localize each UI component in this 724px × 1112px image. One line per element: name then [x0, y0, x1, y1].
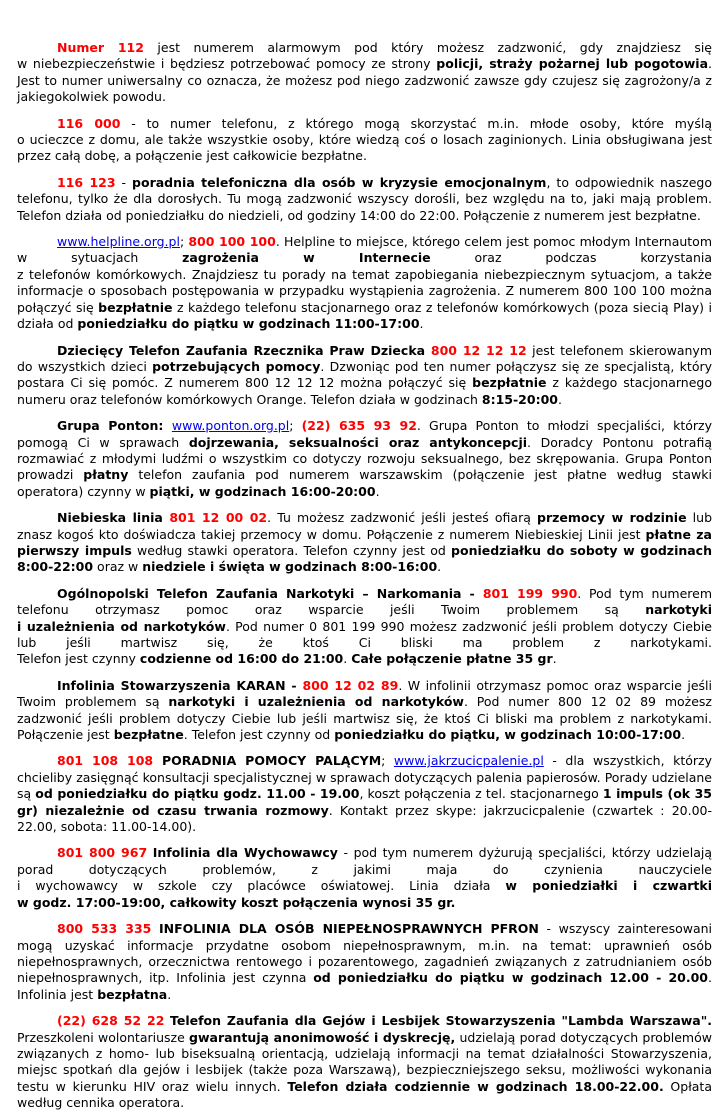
text-run: .	[167, 986, 172, 1002]
text-run: i wychowawcy w szkole czy placówce oświatowej. Linia działa	[17, 878, 506, 894]
hyperlink[interactable]: www.helpline.org.pl	[57, 234, 180, 250]
text-run: . Kontakt przez skype: jakrzucicpalenie (czwartek : 20.00-22.00, sobota: 11.00-14.00).	[17, 802, 712, 835]
text-run: .	[552, 651, 557, 667]
text-run: z telefonów komórkowych. Znajdziesz tu porady na temat zapobiegania niebezpiecznym sytuacjom, a także informacje o sposobach postępowania w przypadku wystąpienia zagrożenia. Z numerem 800 100 100 można połączyć się	[17, 266, 712, 315]
paragraph	[17, 510, 712, 576]
phone-number: 801 199 990	[482, 585, 578, 601]
text-run: według stawki operatora. Telefon czynny jest od	[131, 542, 452, 558]
text-run: Przeszkoleni wolontariusze	[17, 1029, 190, 1045]
hyperlink[interactable]: www.jakrzucicpalenie.pl	[393, 753, 544, 769]
text-run: -	[115, 174, 133, 190]
text-run: .	[681, 727, 686, 743]
text-run: poniedziałku do soboty w godzinach 8:00-22:00	[17, 542, 712, 575]
paragraph-segment	[17, 510, 712, 576]
phone-number: 800 12 02 89	[302, 677, 399, 693]
paragraph	[17, 175, 712, 224]
text-run: narkotyki	[645, 602, 712, 618]
paragraph-segment	[17, 40, 712, 56]
paragraph-segment	[17, 895, 712, 911]
text-run: - wszyscy zainteresowani mogą uzyskać informacje przydatne osobom niepełnosprawnym, m.in. na temat: uprawnień osób niepełnosprawnych, orzecznictwa rentowego i pozarentowego, zagadnień związanych z zatrudnianiem osób niepełnosprawnych, itp. Infolinia jest czynna	[17, 921, 713, 986]
text-run: Całe połączenie płatne 35 gr	[351, 651, 553, 667]
text-run: Infolinia dla Wychowawcy	[152, 845, 338, 861]
paragraph-segment	[17, 132, 712, 165]
paragraph	[17, 921, 712, 1003]
paragraph-segment	[17, 1013, 712, 1111]
text-run: telefon zaufania pod numerem warszawskim (połączenie jest płatne według stawki operatora) czynny w	[17, 467, 712, 499]
paragraph	[17, 753, 712, 835]
text-run: w poniedziałki i czwartki	[505, 878, 712, 894]
text-run: Telefon jest czynny	[17, 651, 140, 667]
text-run: Telefon Zaufania dla Gejów i Lesbijek Stowarzyszenia "Lambda Warszawa".	[169, 1013, 712, 1029]
text-run: narkotyki i uzależnienia od narkotyków	[168, 694, 464, 710]
text-run: . Telefon jest czynny od	[183, 727, 335, 743]
phone-number: 116 123	[57, 174, 116, 190]
text-run: Infolinia Stowarzyszenia KARAN -	[57, 677, 303, 693]
paragraph	[17, 40, 712, 106]
paragraph-segment	[17, 651, 712, 667]
text-run: policji, straży pożarnej lub pogotowia	[436, 56, 709, 72]
text-run: od poniedziałku do piątku godz. 11.00 - 19.00	[35, 786, 360, 802]
text-run: . Pod numer 800 12 02 89 możesz zadzwonić jeśli problem dotyczy Ciebie lub jeśli martwisz się, że ktoś Ci bliski ma problem z narkotykami. Połączenie jest	[17, 694, 712, 743]
text-run: . Jest to numer uniwersalny co oznacza, że możesz pod niego zadzwonić zawsze gdy czujesz się zagrożony/a z jakiegokolwiek powodu.	[17, 56, 712, 105]
text-run: . Helpline to miejsce, którego celem jest pomoc młodym Internautom w sytuacjach	[17, 234, 713, 266]
text-run: dojrzewania, seksualności oraz antykoncepcji	[188, 434, 528, 450]
text-run: udzielają porad dotyczących problemów związanych z homo- lub biseksualną orientacją, udzielają informacji na temat działalności Stowarzyszenia, miejsc spotkań dla gejów i lesbijek (także poza Warszawą), bezpieczniejszego seksu, możliwości wykonania testu w kierunku HIV oraz wielu innych.	[17, 1029, 712, 1094]
paragraph-segment	[17, 418, 712, 500]
text-run: jest numerem alarmowym pod który możesz zadzwonić, gdy znajdziesz się	[143, 40, 712, 55]
text-run: .	[343, 651, 352, 667]
phone-number: 801 108 108	[57, 753, 154, 769]
text-run	[151, 921, 159, 936]
paragraph	[17, 116, 712, 165]
paragraph	[17, 234, 712, 332]
text-run: Niebieska linia	[57, 510, 170, 526]
text-run: . Grupa Ponton to młodzi specjaliści, którzy pomogą Ci w sprawach	[17, 418, 712, 450]
text-run: gwarantują anonimowość i dyskrecję,	[189, 1029, 456, 1045]
phone-number: Numer 112	[57, 40, 144, 55]
paragraph-segment	[17, 878, 712, 894]
text-run: , to odpowiednik naszego telefonu, tylko że dla dorosłych. Tu mogą zadzwonić wszyscy dorośli, bez względu na to, jaki mają problem. Telefon działa od poniedziałku do niedzieli, od godziny 14:00 do 22:00. Połączenie z numerem jest bezpłatne.	[17, 174, 712, 223]
text-run: poniedziałku do piątku, w godzinach 10:00-17:00	[334, 727, 682, 743]
text-run: .	[375, 483, 380, 499]
phone-number: 801 12 00 02	[169, 510, 268, 526]
text-run: potrzebujących pomocy	[152, 358, 321, 374]
text-run: - dla wszystkich, którzy chcieliby zasięgnąć konsultacji specjalistycznej w sprawach dotyczących palenia papierosów. Porady udzielane są	[17, 753, 712, 802]
phone-number: 116 000	[57, 115, 121, 131]
text-run: jest telefonem skierowanym do wszystkich dzieci	[17, 342, 712, 374]
phone-number: 800 533 335	[57, 921, 152, 937]
paragraph-segment	[17, 619, 712, 652]
text-run: INFOLINIA DLA OSÓB NIEPEŁNOSPRAWNYCH PFRON	[159, 921, 539, 937]
text-run: z każdego stacjonarnego numeru oraz telefonów komórkowych Orange. Telefon działa w godzinach	[17, 375, 712, 407]
text-run: poniedziałku do piątku w godzinach 11:00-17:00	[77, 316, 420, 332]
text-run: w niebezpieczeństwie i będziesz potrzebować pomocy ze strony	[17, 56, 437, 72]
text-run: zagrożenia w Internecie	[182, 250, 431, 266]
paragraph-segment	[17, 234, 712, 267]
paragraph-segment	[17, 921, 712, 1003]
text-run: z każdego telefonu stacjonarnego oraz z telefonów komórkowych (poza siecią Play) i działa od	[17, 299, 712, 332]
text-run: oraz podczas korzystania	[430, 250, 712, 266]
paragraph-segment	[17, 586, 712, 619]
text-run: ;	[381, 753, 394, 769]
text-run: .	[557, 391, 562, 407]
text-run: . Doradcy Pontonu potrafią rozmawiać z młodymi ludźmi o wszystkim co dotyczy rozwoju seksualnego, bez skrępowania. Grupa Ponton prowadzi	[17, 434, 712, 483]
text-run: i uzależnienia od narkotyków	[17, 618, 226, 634]
paragraph-segment	[17, 267, 712, 333]
phone-number: (22) 628 52 22	[57, 1013, 165, 1029]
text-run: . Infolinia jest	[17, 970, 712, 1002]
text-run: lub znasz kogoś kto doświadcza takiej przemocy w domu. Połączenie z numerem Niebieskiej Linii jest	[17, 510, 713, 542]
text-run: w godz. 17:00-19:00, całkowity koszt połączenia wynosi 35 gr.	[17, 894, 456, 910]
paragraph	[17, 418, 712, 500]
text-run: 1 impuls (ok 35 gr) niezależnie od czasu trwania rozmowy	[17, 786, 712, 818]
text-run: piątki, w godzinach 16:00-20:00	[149, 483, 376, 499]
text-run: bezpłatnie	[98, 299, 173, 315]
text-run: płatny	[83, 467, 129, 483]
text-run: - to numer telefonu, z którego mogą skorzystać m.in. młode osoby, które myślą	[120, 115, 712, 131]
paragraph-segment	[17, 343, 712, 409]
paragraph	[17, 586, 712, 668]
paragraph	[17, 1013, 712, 1111]
paragraph	[17, 678, 712, 744]
text-run: poradnia telefoniczna dla osób w kryzysie emocjonalnym	[132, 174, 547, 190]
text-run: bezpłatnie	[472, 375, 547, 391]
text-run: . Tu możesz zadzwonić jeśli jesteś ofiarą	[267, 510, 538, 526]
text-run: oraz w	[93, 559, 143, 575]
text-run: , koszt połączenia z tel. stacjonarnego	[359, 786, 603, 802]
text-run: niedziele i święta w godzinach 8:00-16:00	[142, 559, 438, 575]
phone-number: 800 100 100	[188, 234, 276, 250]
paragraph-segment	[17, 56, 712, 105]
paragraph-segment	[17, 116, 712, 132]
text-run: Dziecięcy Telefon Zaufania Rzecznika Praw Dziecka	[57, 342, 431, 358]
paragraph	[17, 343, 712, 409]
paragraph-segment	[17, 753, 712, 835]
phone-number: (22) 635 93 92	[301, 418, 417, 434]
text-run: ;	[289, 418, 302, 434]
text-run: 8:15-20:00	[481, 391, 558, 407]
text-run: bezpłatna	[97, 986, 168, 1002]
text-run: przemocy w rodzinie	[537, 510, 687, 526]
text-run: . W infolinii otrzymasz pomoc oraz wsparcie jeśli Twoim problemem są	[17, 677, 712, 710]
text-run: Ogólnopolski Telefon Zaufania Narkotyki – Narkomania -	[57, 585, 483, 601]
paragraph-segment	[17, 845, 712, 878]
paragraph-segment	[17, 678, 712, 744]
text-run: bezpłatne	[113, 727, 184, 743]
text-run: płatne za pierwszy impuls	[17, 526, 712, 558]
text-run: Opłata według cennika operatora.	[17, 1078, 712, 1111]
text-run: . Pod tym numerem telefonu otrzymasz pomoc oraz wsparcie jeśli Twoim problemem są	[17, 585, 712, 618]
paragraph-segment	[17, 175, 712, 224]
text-run: PORADNIA POMOCY PALĄCYM	[153, 753, 382, 769]
text-run: - pod tym numerem dyżurują specjaliści, którzy udzielają porad dotyczących problemów, z jakimi maja do czynienia nauczyciele	[17, 845, 713, 877]
text-run: . Pod numer 0 801 199 990 możesz zadzwonić jeśli problem dotyczy Ciebie lub jeśli martwisz się, że ktoś Ci bliski ma problem z narkotykami.	[17, 618, 712, 650]
phone-number: 800 12 12 12	[430, 342, 527, 358]
paragraph	[17, 845, 712, 911]
text-run: .	[437, 559, 442, 575]
text-run: Telefon działa codziennie w godzinach 18.00-22.00.	[287, 1078, 664, 1094]
text-run: . Dzwoniąc pod ten numer połączysz się ze specjalistą, który postara Ci się pomóc. Z numerem 800 12 12 12 można połączyć się	[17, 358, 712, 391]
hyperlink[interactable]: www.ponton.org.pl	[171, 418, 290, 434]
document-body	[17, 40, 712, 1112]
text-run: .	[419, 316, 424, 332]
text-run: o ucieczce z domu, ale także wszystkie osoby, które wiedzą coś o losach zaginionych. Linia obsługiwana jest przez całą dobę, a połączenie jest całkowicie bezpłatne.	[17, 132, 712, 164]
text-run: od poniedziałku do piątku w godzinach 12.00 - 20.00	[313, 970, 709, 986]
text-run: Grupa Ponton:	[57, 418, 172, 434]
text-run: ;	[179, 234, 189, 250]
text-run: codzienne od 16:00 do 21:00	[139, 651, 344, 667]
phone-number: 801 800 967	[57, 845, 148, 861]
